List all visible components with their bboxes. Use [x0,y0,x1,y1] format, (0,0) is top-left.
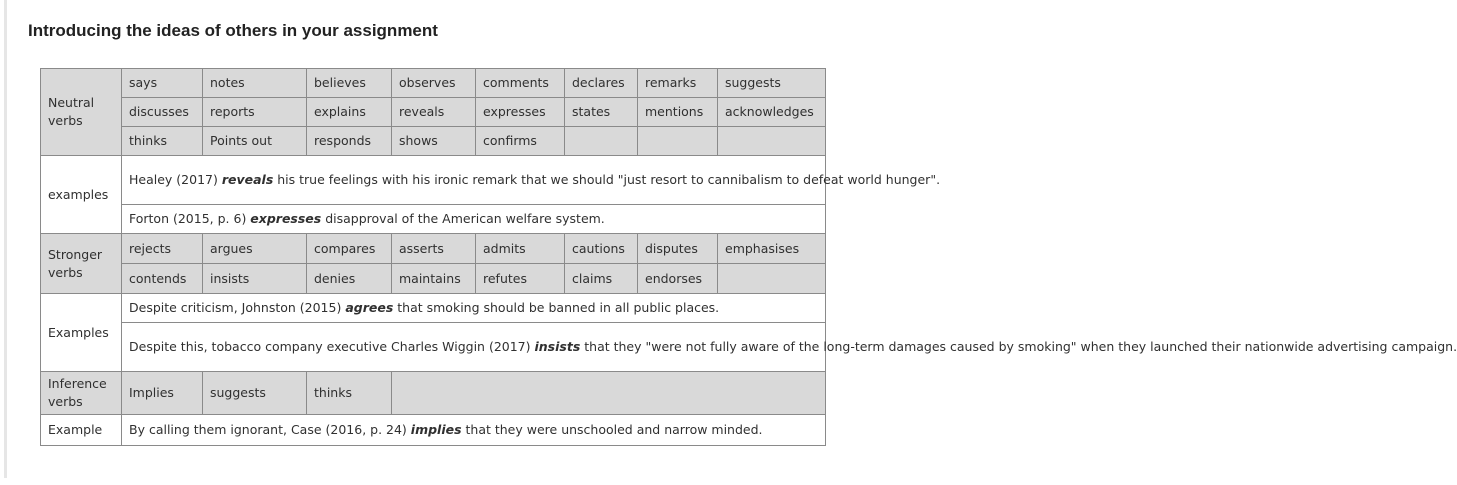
verb-cell: argues [203,234,307,264]
inference-verbs-label: Inference verbs [41,372,122,415]
page-edge-bar [4,0,7,478]
verb-cell: states [565,98,638,127]
verb-cell: expresses [476,98,565,127]
verb-cell: responds [307,127,392,156]
verb-cell: Points out [203,127,307,156]
empty-cell [565,127,638,156]
verb-cell: acknowledges [718,98,826,127]
highlighted-verb: implies [410,422,462,437]
verb-cell: Implies [122,372,203,415]
empty-cell [392,372,826,415]
verb-cell: emphasises [718,234,826,264]
example-sentence: Healey (2017) reveals his true feelings with his ironic remark that we should "just resort to cannibalism to defeat world hunger". [122,156,826,205]
example-label: Example [41,415,122,446]
verb-cell: contends [122,264,203,294]
examples-label: Examples [41,294,122,372]
neutral-row-1 [41,69,826,98]
highlighted-verb: insists [534,339,581,354]
verb-cell: admits [476,234,565,264]
verb-cell: claims [565,264,638,294]
verb-cell: shows [392,127,476,156]
verb-cell: suggests [203,372,307,415]
verb-cell: maintains [392,264,476,294]
verb-cell: confirms [476,127,565,156]
verb-cell: reveals [392,98,476,127]
verb-cell: notes [203,69,307,98]
verb-cell: insists [203,264,307,294]
verb-cell: observes [392,69,476,98]
verb-cell: asserts [392,234,476,264]
verb-cell: remarks [638,69,718,98]
page-title: Introducing the ideas of others in your assignment [28,21,438,40]
examples2-row-2 [41,323,826,372]
verb-cell: declares [565,69,638,98]
highlighted-verb: agrees [345,300,394,315]
examples-row-2 [41,205,826,234]
examples2-row-1 [41,294,826,323]
verbs-table [40,68,1457,446]
verb-cell: thinks [122,127,203,156]
verb-cell: mentions [638,98,718,127]
example3-row [41,415,826,446]
examples-label: examples [41,156,122,234]
verb-cell: discusses [122,98,203,127]
verb-cell: endorses [638,264,718,294]
verb-cell: rejects [122,234,203,264]
verb-cell: disputes [638,234,718,264]
stronger-verbs-label: Stronger verbs [41,234,122,294]
examples-row-1 [41,156,826,205]
verb-cell: thinks [307,372,392,415]
neutral-row-2 [41,98,826,127]
empty-cell [718,264,826,294]
verb-cell: refutes [476,264,565,294]
verb-cell: compares [307,234,392,264]
verb-cell: explains [307,98,392,127]
example-sentence: Forton (2015, p. 6) expresses disapproval of the American welfare system. [122,205,826,234]
example-sentence: Despite this, tobacco company executive Charles Wiggin (2017) insists that they "were not fully aware of the long-term damages caused by smoking" when they launched their nationwide advertising campaign. [122,323,826,372]
highlighted-verb: expresses [250,211,322,226]
inference-row [41,372,826,415]
verb-cell: comments [476,69,565,98]
verb-cell: denies [307,264,392,294]
stronger-row-2 [41,264,826,294]
verb-cell: cautions [565,234,638,264]
verb-cell: believes [307,69,392,98]
highlighted-verb: reveals [221,172,274,187]
example-sentence: Despite criticism, Johnston (2015) agrees that smoking should be banned in all public places. [122,294,826,323]
verb-cell: suggests [718,69,826,98]
empty-cell [718,127,826,156]
neutral-verbs-label: Neutral verbs [41,69,122,156]
verb-cell: reports [203,98,307,127]
example-sentence: By calling them ignorant, Case (2016, p. 24) implies that they were unschooled and narrow minded. [122,415,826,446]
verb-cell: says [122,69,203,98]
neutral-row-3 [41,127,826,156]
stronger-row-1 [41,234,826,264]
empty-cell [638,127,718,156]
